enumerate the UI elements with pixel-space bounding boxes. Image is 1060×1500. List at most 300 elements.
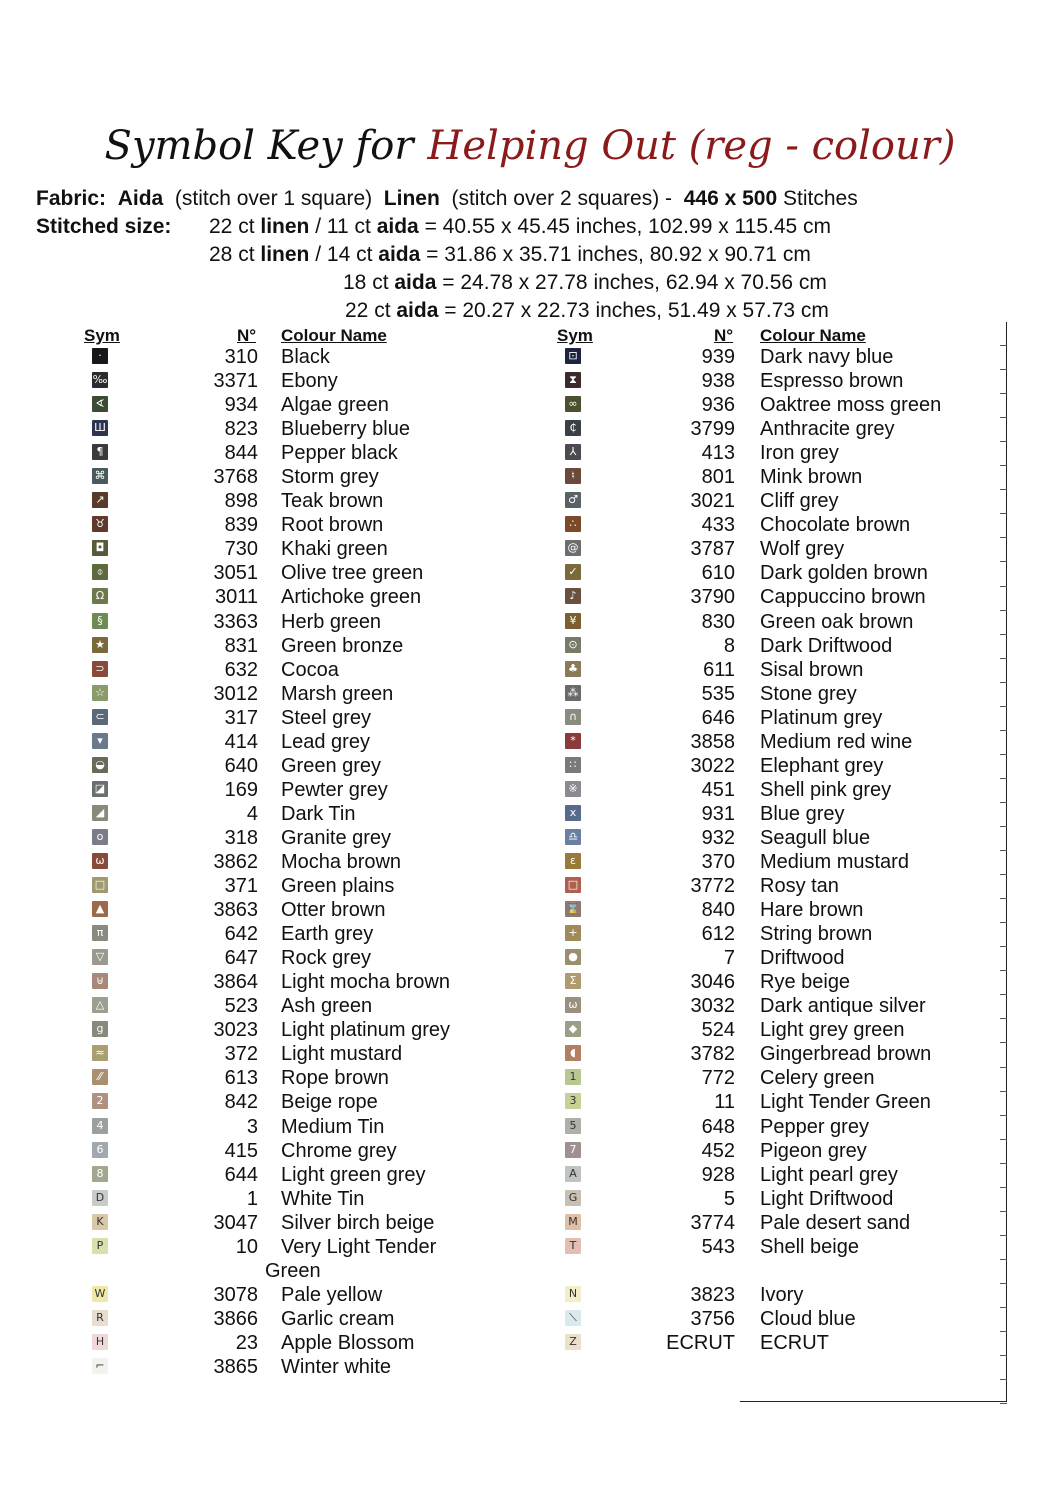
right-key-row	[0, 778, 1000, 802]
frame-tick	[1000, 417, 1007, 418]
symbol-swatch: 4	[92, 1118, 108, 1134]
right-key-row	[0, 706, 1000, 730]
colour-name: Dark navy blue	[760, 346, 894, 368]
col-header-sym-right: Sym	[557, 326, 593, 345]
symbol-swatch: ∷	[565, 757, 581, 773]
dmc-number: 433	[701, 514, 735, 537]
symbol-swatch: M	[565, 1214, 581, 1230]
right-key-row	[0, 585, 1000, 609]
colour-name: Green bronze	[281, 634, 404, 657]
colour-name: Cliff grey	[760, 490, 839, 513]
colour-name: Pale yellow	[281, 1283, 383, 1306]
colour-name: Espresso brown	[760, 370, 904, 393]
frame-tick	[1000, 1187, 1007, 1188]
colour-name: Storm grey	[281, 466, 379, 489]
dmc-number: 928	[701, 1163, 735, 1186]
right-key-row	[0, 634, 1000, 658]
colour-name: Celery green	[760, 1067, 875, 1090]
dmc-number: 543	[701, 1235, 735, 1258]
dmc-number: 371	[224, 875, 258, 898]
dmc-number: 3363	[213, 610, 258, 633]
right-key-list	[0, 345, 1000, 1355]
right-key-row	[0, 610, 1000, 634]
dmc-number: 3023	[213, 1019, 258, 1042]
frame-tick	[1000, 1331, 1007, 1332]
symbol-swatch: §	[92, 613, 108, 629]
dmc-number: 3858	[690, 730, 735, 753]
dmc-number: 318	[224, 826, 258, 849]
colour-name: Mink brown	[760, 466, 863, 489]
size-dimensions: = 20.27 x 22.73 inches, 51.49 x 57.73 cm	[438, 299, 829, 322]
dmc-number: 823	[224, 418, 258, 441]
fabric-label: Fabric:	[36, 187, 107, 210]
colour-name: Earth grey	[281, 923, 374, 946]
row-spacer	[0, 1259, 1000, 1283]
symbol-swatch: ▽	[92, 949, 108, 965]
dmc-number: 613	[224, 1067, 258, 1090]
right-key-row	[0, 946, 1000, 970]
dmc-number: 317	[224, 706, 258, 729]
symbol-swatch: ∴	[565, 516, 581, 532]
colour-name: Ivory	[760, 1283, 804, 1306]
frame-tick	[1000, 1259, 1007, 1260]
dmc-number: 3011	[214, 586, 258, 609]
colour-name: Dark golden brown	[760, 562, 928, 585]
dmc-number: 4	[246, 802, 258, 825]
colour-name: Algae green	[281, 394, 389, 417]
colour-name: Pale desert sand	[760, 1211, 911, 1234]
colour-name: Green oak brown	[760, 610, 914, 633]
symbol-swatch: 2	[92, 1093, 108, 1109]
dmc-number: 3866	[213, 1307, 258, 1330]
frame-tick	[1000, 730, 1007, 731]
symbol-swatch: ♂	[565, 492, 581, 508]
frame-tick	[1000, 850, 1007, 851]
symbol-swatch: ⊂	[92, 709, 108, 725]
dmc-number: 632	[224, 658, 258, 681]
right-key-row	[0, 994, 1000, 1018]
symbol-swatch: Ш	[92, 420, 108, 436]
symbol-swatch: ▾	[92, 733, 108, 749]
colour-name: Black	[281, 346, 330, 368]
colour-name: Cocoa	[281, 658, 339, 681]
dmc-number: 932	[701, 826, 735, 849]
frame-tick	[1000, 754, 1007, 755]
frame-tick	[1000, 610, 1007, 611]
right-key-row	[0, 1090, 1000, 1114]
dmc-number: 413	[701, 442, 735, 465]
colour-name: Seagull blue	[760, 826, 871, 849]
dmc-number: 936	[701, 394, 735, 417]
dmc-number: 3032	[690, 995, 735, 1018]
colour-name: Elephant grey	[760, 754, 884, 777]
colour-name: Olive tree green	[281, 562, 424, 585]
symbol-swatch: K	[92, 1214, 108, 1230]
symbol-swatch: ⌐	[92, 1358, 108, 1374]
size-fabric: aida	[396, 299, 439, 322]
right-key-row	[0, 874, 1000, 898]
size-label-line	[36, 213, 171, 241]
frame-tick	[1000, 1379, 1007, 1380]
right-key-row	[0, 1018, 1000, 1042]
dmc-number: 938	[701, 370, 735, 393]
symbol-swatch: D	[92, 1190, 108, 1206]
dmc-number: 931	[701, 802, 735, 825]
colour-name: Light pearl grey	[760, 1163, 898, 1186]
dmc-number: 730	[224, 538, 258, 561]
frame-tick	[1000, 369, 1007, 370]
left-key-row	[0, 1355, 530, 1379]
colour-name: ECRUT	[760, 1331, 829, 1354]
dmc-number: 3862	[213, 850, 258, 873]
colour-name: String brown	[760, 923, 873, 946]
frame-tick	[1000, 1355, 1007, 1356]
dmc-number: 524	[701, 1019, 735, 1042]
frame-tick	[1000, 1115, 1007, 1116]
size-count: 28 ct	[209, 243, 261, 266]
symbol-swatch: Ω	[92, 588, 108, 604]
dmc-number: 5	[723, 1187, 735, 1210]
symbol-swatch: ω	[565, 997, 581, 1013]
symbol-swatch: ¶	[92, 444, 108, 460]
colour-name: Pigeon grey	[760, 1139, 867, 1162]
dmc-number: 310	[224, 346, 258, 368]
colour-name: Pepper black	[281, 442, 398, 465]
stitch-count: 446 x 500	[683, 187, 778, 210]
dmc-number: 831	[224, 634, 258, 657]
symbol-swatch: ◪	[92, 781, 108, 797]
frame-bottom-line	[740, 1401, 1007, 1402]
dmc-number: 451	[701, 778, 735, 801]
fabric-linen: Linen	[383, 187, 440, 210]
dmc-number: 370	[701, 850, 735, 873]
colour-name: Artichoke green	[281, 586, 422, 609]
symbol-swatch: ※	[565, 781, 581, 797]
symbol-swatch: 8	[92, 1166, 108, 1182]
symbol-swatch: ◘	[92, 540, 108, 556]
size-dimensions: = 31.86 x 35.71 inches, 80.92 x 90.71 cm	[420, 243, 811, 266]
frame-tick	[1000, 898, 1007, 899]
size-fabric: linen	[260, 215, 310, 238]
symbol-swatch: +	[565, 925, 581, 941]
right-key-row	[0, 561, 1000, 585]
size-line	[209, 241, 811, 269]
right-key-row	[0, 898, 1000, 922]
dmc-number: 3799	[690, 418, 735, 441]
dmc-number: 3022	[690, 754, 735, 777]
right-key-row	[0, 682, 1000, 706]
frame-tick	[1000, 1042, 1007, 1043]
symbol-swatch: 1	[565, 1069, 581, 1085]
right-key-row	[0, 441, 1000, 465]
colour-name: Medium Tin	[281, 1115, 385, 1138]
dmc-number: 414	[224, 730, 258, 753]
size-dimensions: = 40.55 x 45.45 inches, 102.99 x 115.45 cm	[418, 215, 832, 238]
colour-name: Root brown	[281, 514, 384, 537]
colour-name: Apple Blossom	[281, 1331, 415, 1354]
size-count: / 11 ct	[309, 215, 377, 238]
dmc-number: 23	[235, 1331, 258, 1354]
dmc-number: 934	[224, 394, 258, 417]
dmc-number: 3790	[690, 586, 735, 609]
symbol-swatch: ♉	[92, 516, 108, 532]
colour-name: Light mocha brown	[281, 971, 450, 994]
symbol-swatch: ω	[92, 853, 108, 869]
frame-tick	[1000, 634, 1007, 635]
right-key-row	[0, 1235, 1000, 1259]
symbol-swatch: Σ	[565, 973, 581, 989]
frame-tick	[1000, 658, 1007, 659]
symbol-swatch: ⁄⁄	[92, 1069, 108, 1085]
symbol-swatch: ⅄	[565, 444, 581, 460]
dmc-number: 640	[224, 754, 258, 777]
symbol-swatch: ●	[565, 949, 581, 965]
right-key-row	[0, 658, 1000, 682]
symbol-swatch: ⟍	[565, 1310, 581, 1326]
colour-name: Dark Driftwood	[760, 634, 893, 657]
frame-tick	[1000, 1091, 1007, 1092]
right-key-row	[0, 537, 1000, 561]
dmc-number: 840	[701, 899, 735, 922]
dmc-number: 3371	[213, 370, 258, 393]
colour-name: Light mustard	[281, 1043, 403, 1066]
symbol-swatch: G	[565, 1190, 581, 1206]
dmc-number: 801	[701, 466, 735, 489]
frame-tick	[1000, 826, 1007, 827]
dmc-number: 3782	[690, 1043, 735, 1066]
right-key-row	[0, 1187, 1000, 1211]
size-fabric: aida	[376, 215, 419, 238]
dmc-number: 642	[224, 923, 258, 946]
colour-name: Medium mustard	[760, 850, 909, 873]
dmc-number: 3078	[213, 1283, 258, 1306]
symbol-swatch: @	[565, 540, 581, 556]
colour-name: Anthracite grey	[760, 418, 895, 441]
symbol-swatch: 6	[92, 1142, 108, 1158]
symbol-swatch: ‰	[92, 373, 108, 387]
dmc-number: 7	[723, 947, 735, 970]
colour-name: Dark Tin	[281, 802, 356, 825]
right-key-row	[0, 345, 1000, 369]
col-header-sym-left: Sym	[84, 326, 120, 345]
symbol-swatch: R	[92, 1310, 108, 1326]
colour-name: Shell pink grey	[760, 778, 892, 801]
right-key-row	[0, 1283, 1000, 1307]
frame-tick	[1000, 682, 1007, 683]
colour-name: Otter brown	[281, 899, 386, 922]
symbol-swatch: ☆	[92, 685, 108, 701]
stitch-word: Stitches	[783, 187, 858, 210]
dmc-number: 3768	[213, 466, 258, 489]
dmc-number: 610	[701, 562, 735, 585]
colour-name: Rosy tan	[760, 875, 839, 898]
colour-name: Hare brown	[760, 899, 864, 922]
dmc-number: 648	[701, 1115, 735, 1138]
right-key-row	[0, 826, 1000, 850]
symbol-swatch: ◒	[92, 757, 108, 773]
symbol-swatch: ∢	[92, 396, 108, 412]
colour-name: White Tin	[281, 1187, 365, 1210]
dmc-number: 3864	[213, 971, 258, 994]
col-header-name-right: Colour Name	[760, 326, 866, 345]
dmc-number: 452	[701, 1139, 735, 1162]
right-key-row	[0, 1042, 1000, 1066]
right-key-row	[0, 730, 1000, 754]
dmc-number: ECRUT	[666, 1331, 735, 1354]
colour-name: Driftwood	[760, 947, 845, 970]
symbol-swatch: ⧗	[565, 372, 581, 388]
right-key-row	[0, 1331, 1000, 1355]
symbol-swatch: ◆	[565, 1021, 581, 1037]
colour-name: Ash green	[281, 995, 373, 1018]
symbol-swatch: ♣	[565, 661, 581, 677]
right-key-row	[0, 1066, 1000, 1090]
dmc-number: 3047	[213, 1211, 258, 1234]
frame-tick	[1000, 1018, 1007, 1019]
symbol-swatch: ⁂	[565, 685, 581, 701]
symbol-swatch: π	[92, 925, 108, 941]
colour-name: Beige rope	[281, 1091, 378, 1114]
frame-tick	[1000, 1163, 1007, 1164]
colour-name: Dark antique silver	[760, 995, 926, 1018]
dmc-number: 3772	[690, 875, 735, 898]
dmc-number: 3865	[213, 1355, 258, 1378]
colour-name: Green grey	[281, 754, 382, 777]
colour-name: Blueberry blue	[281, 418, 410, 441]
dmc-number: 939	[701, 346, 735, 368]
symbol-swatch: W	[92, 1286, 108, 1302]
colour-name: Winter white	[281, 1355, 392, 1378]
symbol-swatch: o	[92, 829, 108, 845]
colour-name: Shell beige	[760, 1235, 859, 1258]
frame-tick	[1000, 922, 1007, 923]
colour-name: Teak brown	[281, 490, 384, 513]
size-line	[345, 297, 829, 325]
symbol-swatch: ⊎	[92, 973, 108, 989]
colour-name: Steel grey	[281, 706, 372, 729]
colour-name: Blue grey	[760, 802, 845, 825]
frame-tick	[1000, 946, 1007, 947]
symbol-swatch: ·	[92, 348, 108, 364]
dmc-number: 646	[701, 706, 735, 729]
colour-name: Medium red wine	[760, 730, 913, 753]
frame-tick	[1000, 513, 1007, 514]
right-key-row	[0, 369, 1000, 393]
right-key-row	[0, 417, 1000, 441]
symbol-swatch: *	[565, 733, 581, 749]
colour-name: Garlic cream	[281, 1307, 395, 1330]
colour-name: Pepper grey	[760, 1115, 869, 1138]
symbol-swatch: ≈	[92, 1045, 108, 1061]
frame-tick	[1000, 1235, 1007, 1236]
symbol-swatch: ⌛	[566, 902, 580, 916]
size-count: 18 ct	[343, 271, 395, 294]
frame-tick	[1000, 706, 1007, 707]
frame-tick	[1000, 586, 1007, 587]
frame-tick	[1000, 970, 1007, 971]
symbol-swatch: P	[92, 1238, 108, 1254]
symbol-swatch: ◖	[565, 1045, 581, 1061]
size-dimensions: = 24.78 x 27.78 inches, 62.94 x 70.56 cm	[436, 271, 827, 294]
dmc-number: 3021	[690, 490, 735, 513]
right-key-row	[0, 489, 1000, 513]
colour-name: Lead grey	[281, 730, 370, 753]
dmc-number: 644	[224, 1163, 258, 1186]
symbol-swatch: ▲	[92, 901, 108, 917]
right-key-row	[0, 970, 1000, 994]
symbol-swatch: ∩	[565, 709, 581, 725]
frame-tick	[1000, 489, 1007, 490]
colour-name: Green plains	[281, 875, 395, 898]
size-count: 22 ct	[345, 299, 397, 322]
symbol-swatch: ♪	[565, 588, 581, 604]
colour-name: Silver birch beige	[281, 1211, 435, 1234]
colour-name: Oaktree moss green	[760, 394, 942, 417]
colour-name: Rock grey	[281, 947, 372, 970]
symbol-swatch: △	[92, 997, 108, 1013]
dmc-number: 3756	[690, 1307, 735, 1330]
colour-name: Light platinum grey	[281, 1019, 450, 1042]
colour-name: Very Light Tender	[281, 1235, 437, 1258]
symbol-swatch: 3	[565, 1093, 581, 1109]
colour-name: Stone grey	[760, 682, 857, 705]
dmc-number: 3012	[213, 682, 258, 705]
colour-name: Granite grey	[281, 826, 392, 849]
right-key-row	[0, 1307, 1000, 1331]
dmc-number: 839	[224, 514, 258, 537]
size-line	[343, 269, 827, 297]
frame-tick	[1000, 441, 1007, 442]
symbol-swatch: g	[92, 1021, 108, 1037]
right-key-row	[0, 1163, 1000, 1187]
dmc-number: 415	[224, 1139, 258, 1162]
symbol-swatch: N	[565, 1286, 581, 1302]
colour-name: Rye beige	[760, 971, 851, 994]
colour-name: Sisal brown	[760, 658, 864, 681]
colour-name: Platinum grey	[760, 706, 883, 729]
colour-name: Herb green	[281, 610, 382, 633]
right-key-row	[0, 850, 1000, 874]
frame-tick	[1000, 1211, 1007, 1212]
dmc-number: 844	[224, 442, 258, 465]
symbol-swatch: ¥	[565, 613, 581, 629]
frame-tick	[1000, 874, 1007, 875]
symbol-swatch: ⊡	[565, 348, 581, 364]
title-design: Helping Out (reg - colour)	[427, 123, 956, 169]
right-key-row	[0, 513, 1000, 537]
symbol-swatch: 5	[565, 1118, 581, 1134]
size-count: 22 ct	[209, 215, 261, 238]
colour-name: Ebony	[281, 370, 338, 393]
right-key-row	[0, 393, 1000, 417]
dmc-number: 3774	[690, 1211, 735, 1234]
page-title	[0, 118, 1060, 174]
colour-name: Mocha brown	[281, 850, 402, 873]
dmc-number: 647	[224, 947, 258, 970]
right-key-row	[0, 1115, 1000, 1139]
frame-right-line	[1006, 322, 1007, 1402]
fabric-line	[36, 185, 858, 213]
colour-name: Light grey green	[760, 1019, 905, 1042]
right-key-row	[0, 802, 1000, 826]
colour-name: Cloud blue	[760, 1307, 856, 1330]
frame-tick	[1000, 1283, 1007, 1284]
dmc-number: 169	[224, 778, 258, 801]
symbol-swatch: ⌘	[92, 468, 108, 484]
colour-name: Cappuccino brown	[760, 586, 926, 609]
dmc-number: 535	[701, 682, 735, 705]
symbol-swatch: ₵	[565, 420, 581, 436]
